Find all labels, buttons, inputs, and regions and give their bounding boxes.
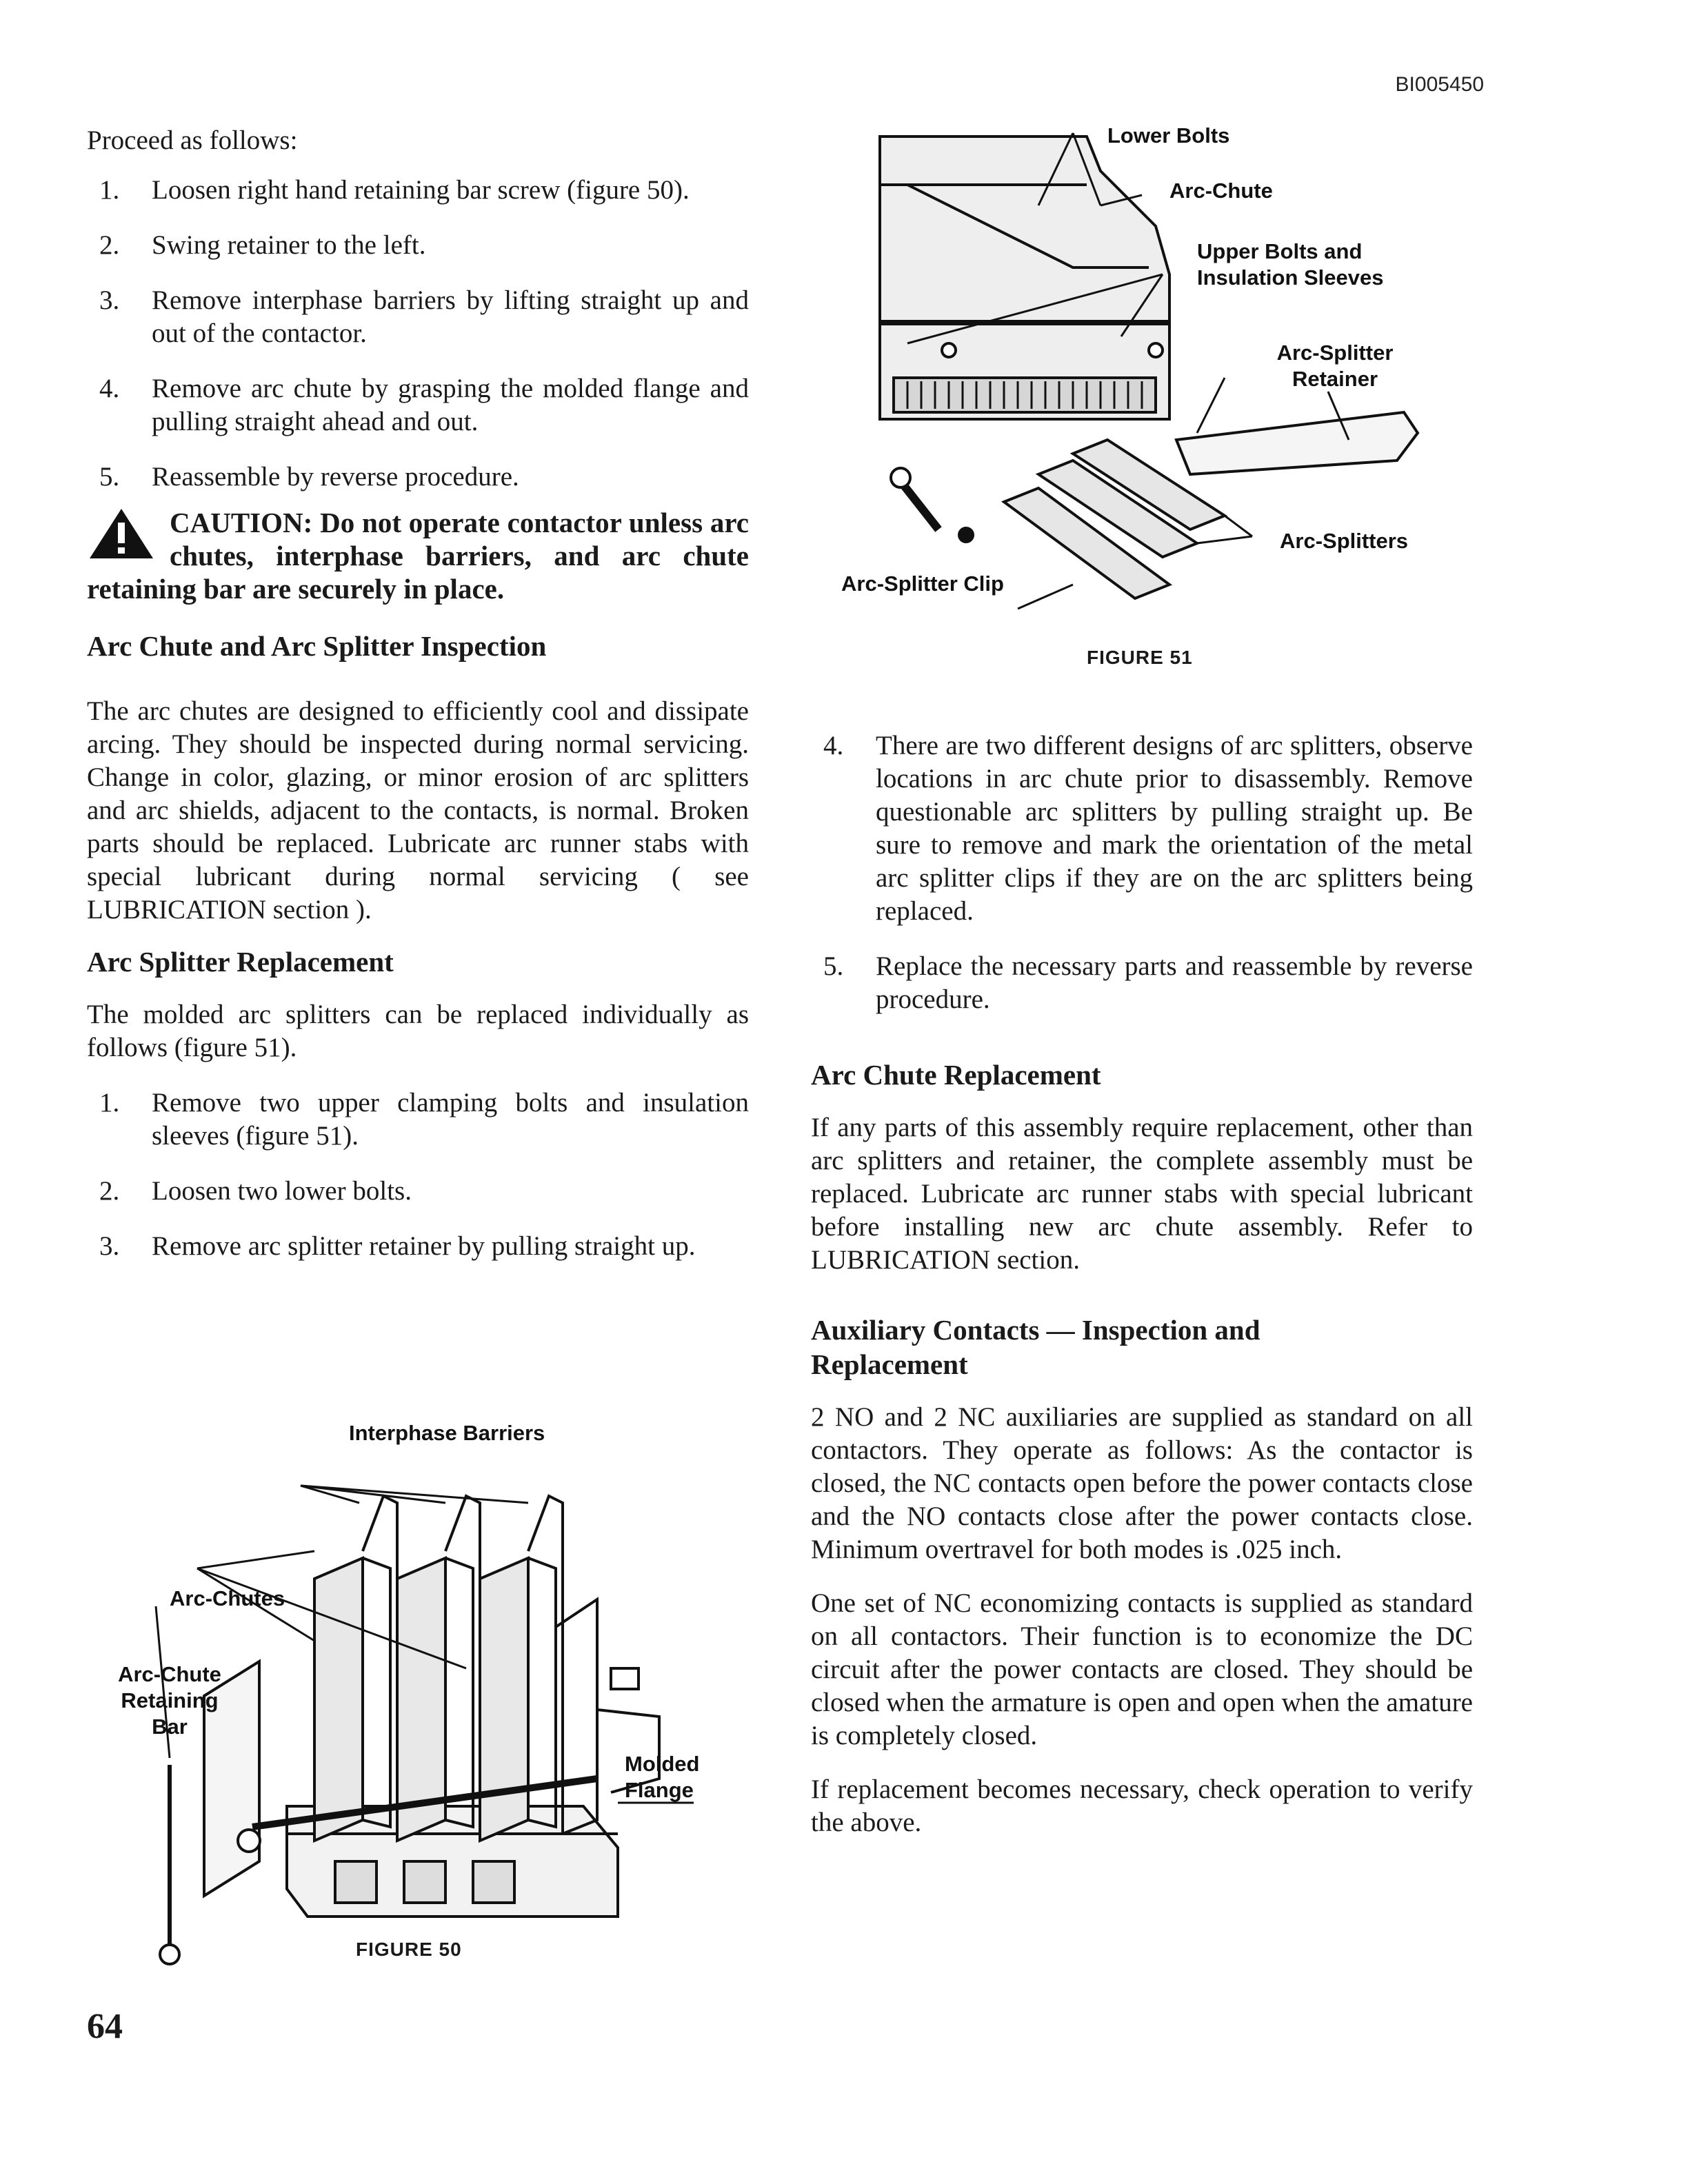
- list-item: [87, 1175, 749, 1208]
- inspection-body: The arc chutes are designed to efficiently cool and dissipate arcing. They should be inspected during normal servicing. Change in color, glazing, or minor erosion of arc splitters and arc shields, adjacent to the contacts, is normal. Broken parts should be replaced. Lubricate arc runner stabs with special lubricant during normal servicing ( see LUBRICATION section ).: [87, 696, 749, 924]
- arc-chute-replacement-body: If any parts of this assembly require replacement, other than arc splitters and retainer, the complete assembly must be replaced. Lubricate arc runner stabs with special lubricant before installing new arc chute assembly. Refer to LUBRICATION section.: [811, 1113, 1473, 1275]
- list-item: [87, 229, 749, 262]
- step-number: 4.: [823, 731, 844, 760]
- label-arc-chute: Arc-Chute: [1169, 179, 1273, 203]
- auxiliary-body-3: If replacement becomes necessary, check operation to verify the above.: [811, 1775, 1473, 1837]
- caution-text: CAUTION: Do not operate contactor unless arc chutes, interphase barriers, and arc chute retaining bar are securely in place.: [87, 507, 749, 605]
- list-item: [811, 729, 1473, 928]
- left-column: [87, 124, 749, 1285]
- step-number: 3.: [99, 1231, 120, 1261]
- step-text: There are two different designs of arc splitters, observe locations in arc chute prior to disassembly. Remove questionable arc splitters by pulling straight up. Be sure to remove and mark the orientation of the metal arc splitter clips if they are on the arc splitters being replaced.: [876, 731, 1473, 926]
- section-heading-arc-chute-replacement: Arc Chute Replacement: [811, 1059, 1101, 1091]
- step-text: Loosen two lower bolts.: [152, 1176, 412, 1206]
- step-number: 3.: [99, 285, 120, 315]
- procedure-steps: [87, 174, 749, 494]
- step-number: 5.: [99, 462, 120, 492]
- caution-notice: [87, 506, 749, 605]
- step-number: 1.: [99, 1088, 120, 1118]
- list-item: [87, 284, 749, 350]
- step-text: Remove interphase barriers by lifting straight up and out of the contactor.: [152, 285, 749, 348]
- label-upper-bolts: Upper Bolts and Insulation Sleeves: [1197, 239, 1384, 290]
- step-text: Replace the necessary parts and reassemble by reverse procedure.: [876, 951, 1473, 1014]
- list-item: [811, 950, 1473, 1016]
- list-item: [87, 461, 749, 494]
- label-arc-chutes: Arc-Chutes: [170, 1586, 285, 1610]
- step-number: 4.: [99, 374, 120, 403]
- label-splitter-clip: Arc-Splitter Clip: [841, 572, 1004, 596]
- intro-text: Proceed as follows:: [87, 125, 298, 155]
- list-item: [87, 1086, 749, 1153]
- list-item: [87, 174, 749, 207]
- label-splitter-retainer: Arc-Splitter Retainer: [1276, 341, 1394, 391]
- step-text: Loosen right hand retaining bar screw (figure 50).: [152, 175, 690, 205]
- splitter-steps: [87, 1086, 749, 1263]
- step-text: Remove two upper clamping bolts and insulation sleeves (figure 51).: [152, 1088, 749, 1151]
- page-number: 64: [87, 2007, 123, 2046]
- section-heading-inspection: Arc Chute and Arc Splitter Inspection: [87, 630, 547, 662]
- auxiliary-body-2: One set of NC economizing contacts is supplied as standard on all contactors. Their function is to economize the DC circuit after the power contacts are closed. They should be closed when the armature is open and open when the amature is completely closed.: [811, 1588, 1473, 1750]
- step-number: 2.: [99, 1176, 120, 1206]
- splitter-steps-continued: [811, 729, 1473, 1016]
- label-retaining-bar: Arc-Chute Retaining Bar: [118, 1662, 221, 1739]
- figure-50: [87, 1420, 749, 1972]
- label-interphase-barriers: Interphase Barriers: [349, 1421, 545, 1445]
- step-number: 5.: [823, 951, 844, 981]
- warning-icon: [87, 506, 156, 561]
- right-column: [811, 729, 1473, 1839]
- splitter-replacement-body: The molded arc splitters can be replaced individually as follows (figure 51).: [87, 1000, 749, 1062]
- document-id: BI005450: [1395, 73, 1484, 96]
- step-number: 2.: [99, 230, 120, 260]
- label-lower-bolts: Lower Bolts: [1107, 123, 1230, 148]
- list-item: [87, 372, 749, 438]
- section-heading-auxiliary-contacts: Auxiliary Contacts — Inspection and Replacement: [811, 1314, 1260, 1380]
- label-arc-splitters: Arc-Splitters: [1280, 529, 1409, 553]
- step-text: Reassemble by reverse procedure.: [152, 462, 519, 492]
- step-text: Swing retainer to the left.: [152, 230, 426, 260]
- figure-51: [811, 116, 1473, 674]
- figure-50-caption: FIGURE 50: [356, 1939, 462, 1960]
- auxiliary-body-1: 2 NO and 2 NC auxiliaries are supplied as standard on all contactors. They operate as follows: As the contactor is closed, the NC contacts open before the power contacts close and the NO contacts close after the power contacts close. Minimum overtravel for both modes is .025 inch.: [811, 1402, 1473, 1564]
- list-item: [87, 1230, 749, 1263]
- step-text: Remove arc chute by grasping the molded flange and pulling straight ahead and out.: [152, 374, 749, 436]
- label-molded-flange: Molded Flange: [625, 1752, 700, 1802]
- step-number: 1.: [99, 175, 120, 205]
- step-text: Remove arc splitter retainer by pulling straight up.: [152, 1231, 696, 1261]
- section-heading-splitter-replacement: Arc Splitter Replacement: [87, 946, 394, 978]
- figure-51-caption: FIGURE 51: [1087, 647, 1193, 668]
